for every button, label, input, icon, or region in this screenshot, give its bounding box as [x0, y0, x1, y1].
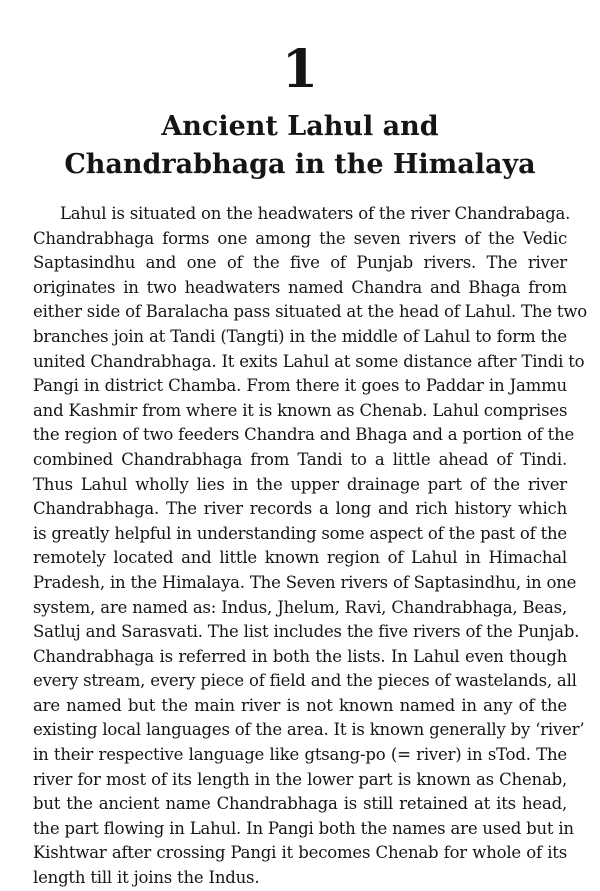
text-line: originates in two headwaters named Chandra and Bhaga from: [33, 277, 567, 297]
text-line: Chandrabhaga. The river records a long and rich history which: [33, 499, 567, 519]
text-line: Satluj and Sarasvati. The list includes the five rivers of the Punjab.: [33, 622, 580, 642]
text-line: in their respective language like gtsang-po (= river) in sTod. The: [33, 745, 567, 765]
text-line: Pangi in district Chamba. From there it goes to Paddar in Jammu: [33, 376, 567, 396]
chapter-title: [0, 108, 600, 184]
text-line: either side of Baralacha pass situated at the head of Lahul. The two: [33, 302, 588, 322]
text-line: remotely located and little known region of Lahul in Himachal: [33, 548, 567, 568]
chapter-number: 1: [281, 39, 319, 100]
text-line: Chandrabhaga forms one among the seven rivers of the Vedic: [33, 228, 567, 248]
text-line: but the ancient name Chandrabhaga is still retained at its head,: [33, 794, 567, 814]
text-line: system, are named as: Indus, Jhelum, Ravi, Chandrabhaga, Beas,: [33, 597, 567, 617]
chapter-title-line-1: Ancient Lahul and: [161, 111, 439, 142]
text-line: existing local languages of the area. It is known generally by ‘river’: [33, 720, 585, 740]
text-line: Lahul is situated on the headwaters of the river Chandrabaga.: [60, 204, 571, 223]
text-line: united Chandrabhaga. It exits Lahul at some distance after Tindi to: [33, 351, 585, 371]
text-line: the part flowing in Lahul. In Pangi both the names are used but in: [33, 818, 574, 838]
chapter-title-line-2: Chandrabhaga in the Himalaya: [64, 149, 536, 180]
text-line: every stream, every piece of field and the pieces of wastelands, all: [33, 671, 577, 691]
text-line: river for most of its length in the lower part is known as Chenab,: [33, 769, 567, 789]
text-line: are named but the main river is not known named in any of the: [33, 695, 567, 715]
text-line: is greatly helpful in understanding some aspect of the past of the: [33, 523, 567, 543]
text-line: combined Chandrabhaga from Tandi to a little ahead of Tindi.: [33, 449, 567, 469]
text-line: length till it joins the Indus.: [33, 868, 260, 888]
text-line: Kishtwar after crossing Pangi it becomes Chenab for whole of its: [33, 843, 567, 863]
text-line: and Kashmir from where it is known as Chenab. Lahul comprises: [33, 400, 568, 420]
text-line: the region of two feeders Chandra and Bhaga and a portion of the: [33, 425, 575, 445]
body-paragraph: [33, 202, 588, 891]
text-line: Chandrabhaga is referred in both the lists. In Lahul even though: [33, 646, 567, 666]
text-line: Saptasindhu and one of the five of Punjab rivers. The river: [33, 253, 567, 273]
text-line: Thus Lahul wholly lies in the upper drainage part of the river: [33, 474, 567, 494]
text-line: branches join at Tandi (Tangti) in the middle of Lahul to form the: [33, 326, 567, 346]
text-line: Pradesh, in the Himalaya. The Seven rivers of Saptasindhu, in one: [33, 572, 577, 592]
